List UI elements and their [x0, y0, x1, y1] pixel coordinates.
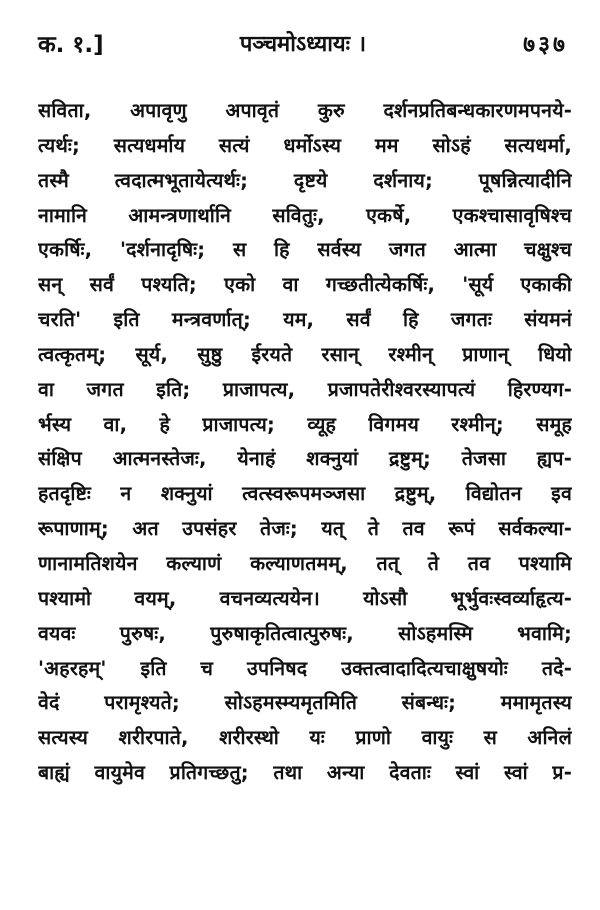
text-line: त्यर्थः; सत्यधर्माय सत्यं धर्मोऽस्य मम सोऽहं सत्यधर्मा,: [38, 133, 572, 157]
text-line: रूपाणाम्; अत उपसंहर तेजः; यत् ते तव रूपं सर्वकल्या-: [38, 517, 572, 541]
commentary-text: [38, 94, 572, 791]
text-line: बाह्यं वायुमेव प्रतिगच्छतु; तथा अन्या देवताः स्वां स्वां प्र-: [38, 761, 572, 785]
text-line: सत्यस्य शरीरपाते, शरीरस्थो यः प्राणो वायुः स अनिलं: [38, 726, 572, 750]
text-line: हतदृष्टिः न शक्नुयां त्वत्स्वरूपमञ्जसा द्रष्टुम्, विद्योतन इव: [38, 482, 572, 506]
text-line: र्भस्य वा, हे प्राजापत्य; व्यूह विगमय रश्मीन्; समूह: [38, 412, 572, 436]
text-line: 'अहरहम्' इति च उपनिषद उक्तत्वादादित्यचाक्षुषयोः तदे-: [38, 656, 572, 680]
text-line: वेदं परामृश्यते; सोऽहमस्म्यमृतमिति संबन्धः; ममामृतस्य: [38, 691, 572, 715]
text-line: वा जगत इति; प्राजापत्य, प्रजापतेरीश्वरस्यापत्यं हिरण्यग-: [38, 377, 572, 401]
page-header: [38, 24, 568, 64]
text-line: नामानि आमन्त्रणार्थानि सवितुः, एकर्षे, एकश्चासावृषिश्च: [38, 203, 572, 227]
text-line: तस्मै त्वदात्मभूतायेत्यर्थः; दृष्टये दर्शनाय; पूषन्नित्यादीनि: [38, 168, 572, 192]
page-number: ७३७: [523, 32, 568, 58]
text-line: संक्षिप आत्मनस्तेजः, येनाहं शक्नुयां द्रष्टुम्; तेजसा ह्यप-: [38, 447, 572, 471]
section-reference: क. १.]: [38, 32, 104, 58]
text-line: वयवः पुरुषः, पुरुषाकृतित्वात्पुरुषः, सोऽहमस्मि भवामि;: [38, 621, 572, 645]
text-line: णानामतिशयेन कल्याणं कल्याणतमम्, तत् ते तव पश्यामि: [38, 551, 572, 575]
text-line: त्वत्कृतम्; सूर्य, सुष्ठु ईरयते रसान् रश्मीन् प्राणान् धियो: [38, 342, 572, 366]
text-line: एकर्षिः, 'दर्शनादृषिः; स हि सर्वस्य जगत आत्मा चक्षुश्च: [38, 238, 572, 262]
text-line: पश्यामो वयम्, वचनव्यत्ययेन। योऽसौ भूर्भुवःस्वर्व्याहृत्य-: [38, 586, 572, 610]
text-line: चरति' इति मन्त्रवर्णात्; यम, सर्वं हि जगतः संयमनं: [38, 308, 572, 332]
text-line: सन् सर्वं पश्यति; एको वा गच्छतीत्येकर्षिः, 'सूर्य एकाकी: [38, 273, 572, 297]
text-line: सविता, अपावृणु अपावृतं कुरु दर्शनप्रतिबन्धकारणमपनये-: [38, 99, 572, 122]
chapter-title: पञ्चमोऽध्यायः ।: [239, 32, 367, 57]
